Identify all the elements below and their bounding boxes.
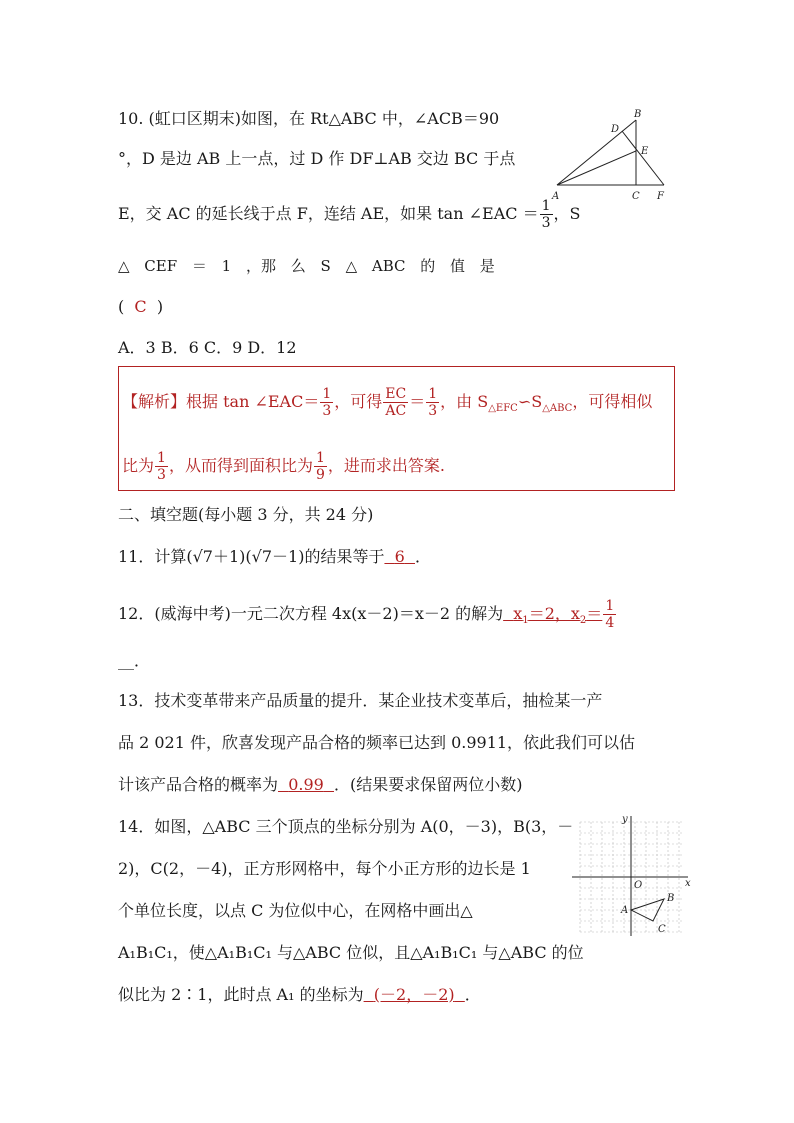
label-C: C xyxy=(632,191,640,202)
triangle-ABC xyxy=(631,899,664,921)
q10-triangle-figure xyxy=(548,106,674,206)
q10-line-3: E，交 AC 的延长线于点 F，连结 AE，如果 tan ∠EAC ＝ $\frac{1}{3}$ ，S xyxy=(118,198,581,231)
label-F: F xyxy=(657,191,664,202)
q10-answer: C xyxy=(134,297,147,316)
label-A: A xyxy=(621,905,629,916)
q14-line-1: 14．如图，△ABC 三个顶点的坐标分别为 A(0，－3)，B(3，－ xyxy=(118,817,574,836)
q10-line-4: △ CEF ＝ 1 ，那 么 S △ ABC 的 值 是 xyxy=(118,257,495,275)
q11-answer: 6 xyxy=(394,547,405,566)
analysis-line-2: 比为 $\frac{1}{3}$ ，从而得到面积比为 $\frac{1}{9}$ ，进而求出答案. xyxy=(122,450,445,483)
q14-line-5: 似比为 2∶1，此时点 A₁ 的坐标为 (－2，－2) ． xyxy=(118,985,481,1004)
q12-answer: $x_1=2$，$x_2=$ $\frac{1}{4}$ xyxy=(513,598,615,631)
label-E: E xyxy=(641,146,649,157)
label-x: x xyxy=(685,878,691,889)
label-B: B xyxy=(667,893,675,904)
section-heading: 二、填空题(每小题 3 分，共 24 分) xyxy=(118,505,374,524)
segment-AB xyxy=(557,120,636,185)
q13-line-3: 计该产品合格的概率为 0.99 ．(结果要求保留两位小数) xyxy=(118,775,523,794)
q13-line-2: 品 2 021 件，欣喜发现产品合格的频率已达到 0.9911，依此我们可以估 xyxy=(118,733,636,752)
label-y: y xyxy=(622,814,628,825)
q14-line-4: A₁B₁C₁，使△A₁B₁C₁ 与△ABC 位似，且△A₁B₁C₁ 与△ABC 的位 xyxy=(118,943,584,962)
q14-line-3: 个单位长度，以点 C 为位似中心，在网格中画出△ xyxy=(118,901,473,920)
q10-line-5: ( C ) xyxy=(118,297,164,316)
analysis-line-1: 【解析】根据 tan ∠EAC＝ $\frac{1}{3}$ ，可得 $\frac{EC}{AC}$ ＝ $\frac{1}{3}$ ，由 $S_{\triangle EFC}∽S_{\triangle ABC}$，可得相似 xyxy=(122,386,653,419)
q13-line-1: 13．技术变革带来产品质量的提升．某企业技术变革后，抽检某一产 xyxy=(118,691,603,710)
label-B: B xyxy=(634,109,642,120)
q13-answer: 0.99 xyxy=(288,775,324,794)
label-C: C xyxy=(658,924,666,935)
q12: 12．(威海中考)一元二次方程 4x(x－2)＝x－2 的解为 $x_1=2$，$x_2=$ $\frac{1}{4}$ xyxy=(118,598,617,632)
q14-grid-figure xyxy=(568,812,698,940)
label-A: A xyxy=(552,191,560,202)
label-D: D xyxy=(611,124,620,135)
segment-AE xyxy=(557,151,636,185)
q14-line-2: 2)，C(2，－4)，正方形网格中，每个小正方形的边长是 1 xyxy=(118,859,531,878)
q10-line-2: °，D 是边 AB 上一点，过 D 作 DF⊥AB 交边 BC 于点 xyxy=(118,149,516,168)
q10-line-1: 10. (虹口区期末)如图，在 Rt△ABC 中，∠ACB＝90 xyxy=(118,109,500,128)
fraction: $\frac{1}{3}$ xyxy=(541,198,551,231)
q10-options: A．3 B．6 C．9 D．12 xyxy=(118,338,297,357)
segment-DF xyxy=(622,131,664,185)
q14-answer: (－2，－2) xyxy=(373,985,455,1004)
q11: 11．计算(√7＋1)(√7－1)的结果等于 6 ． xyxy=(118,547,431,566)
label-O: O xyxy=(634,880,643,891)
q12-tail: __． xyxy=(118,651,151,670)
